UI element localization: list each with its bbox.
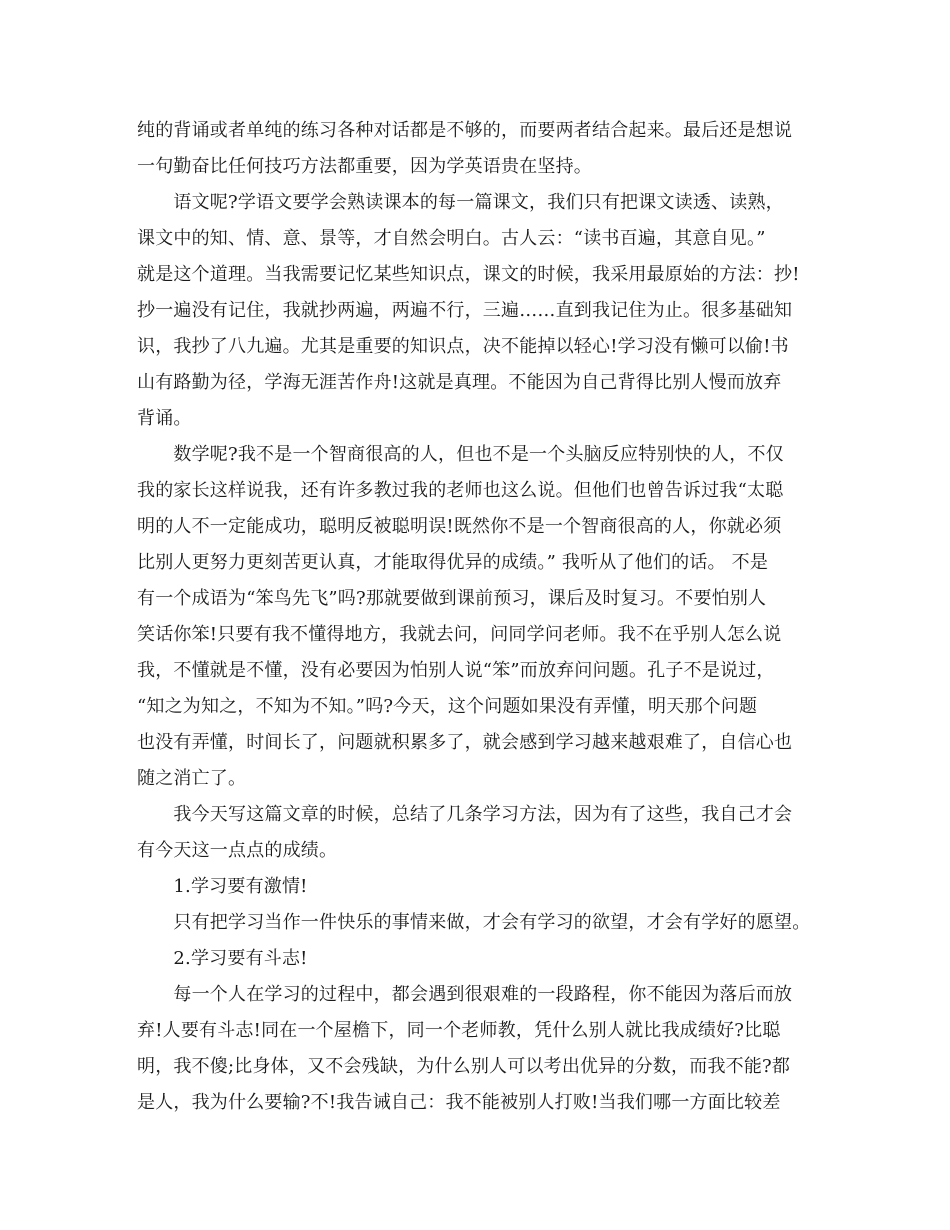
text-line: “知之为知之，不知为不知。”吗?今天，这个问题如果没有弄懂，明天那个问题	[137, 696, 758, 717]
text-line: 一句勤奋比任何技巧方法都重要，因为学英语贵在坚持。	[137, 156, 592, 177]
text-line: 明，我不傻;比身体，又不会残缺，为什么别人可以考出优异的分数，而我不能?都	[137, 1056, 791, 1077]
text-line: 只有把学习当作一件快乐的事情来做，才会有学习的欲望，才会有学好的愿望。	[137, 912, 811, 933]
text-line: 也没有弄懂，时间长了，问题就积累多了，就会感到学习越来越艰难了，自信心也	[137, 732, 793, 753]
text-line: 语文呢?学语文要学会熟读课本的每一篇课文，我们只有把课文读透、读熟，	[137, 192, 784, 213]
text-line: 识，我抄了八九遍。尤其是重要的知识点，决不能掉以轻心!学习没有懒可以偷!书	[137, 336, 789, 357]
text-line: 我的家长这样说我，还有许多教过我的老师也这么说。但他们也曾告诉过我“太聪	[137, 480, 784, 501]
list-heading: 2.学习要有斗志!	[137, 948, 308, 969]
text-line: 有一个成语为“笨鸟先飞”吗?那就要做到课前预习，课后及时复习。不要怕别人	[137, 588, 767, 609]
text-line: 比别人更努力更刻苦更认真，才能取得优异的成绩。” 我听从了他们的话。 不是	[137, 552, 769, 573]
text-line: 数学呢?我不是一个智商很高的人，但也不是一个头脑反应特别快的人，不仅	[137, 444, 784, 465]
text-line: 每一个人在学习的过程中，都会遇到很艰难的一段路程，你不能因为落后而放	[137, 984, 793, 1005]
text-line: 是人，我为什么要输?不!我告诫自己：我不能被别人打败!当我们哪一方面比较差	[137, 1092, 781, 1113]
text-line: 背诵。	[137, 408, 192, 429]
list-heading: 1.学习要有激情!	[137, 876, 308, 897]
text-line: 明的人不一定能成功，聪明反被聪明误!既然你不是一个智商很高的人，你就必须	[137, 516, 782, 537]
text-line: 我，不懂就是不懂，没有必要因为怕别人说“笨”而放弃问问题。孔子不是说过，	[137, 660, 775, 681]
text-line: 我今天写这篇文章的时候，总结了几条学习方法，因为有了这些，我自己才会	[137, 804, 793, 825]
text-line: 纯的背诵或者单纯的练习各种对话都是不够的，而要两者结合起来。最后还是想说	[137, 120, 793, 141]
text-line: 抄一遍没有记住，我就抄两遍，两遍不行，三遍……直到我记住为止。很多基础知	[137, 300, 793, 321]
text-line: 山有路勤为径，学海无涯苦作舟!这就是真理。不能因为自己背得比别人慢而放弃	[137, 372, 782, 393]
text-line: 随之消亡了。	[137, 768, 247, 789]
text-line: 课文中的知、情、意、景等，才自然会明白。古人云：“读书百遍，其意自见。”	[137, 228, 766, 249]
text-line: 有今天这一点点的成绩。	[137, 840, 338, 861]
text-line: 就是这个道理。当我需要记忆某些知识点，课文的时候，我采用最原始的方法：抄!	[137, 264, 800, 285]
text-line: 笑话你笨!只要有我不懂得地方，我就去问，问同学问老师。我不在乎别人怎么说	[137, 624, 782, 645]
text-line: 弃!人要有斗志!同在一个屋檐下，同一个老师教，凭什么别人就比我成绩好?比聪	[137, 1020, 781, 1041]
